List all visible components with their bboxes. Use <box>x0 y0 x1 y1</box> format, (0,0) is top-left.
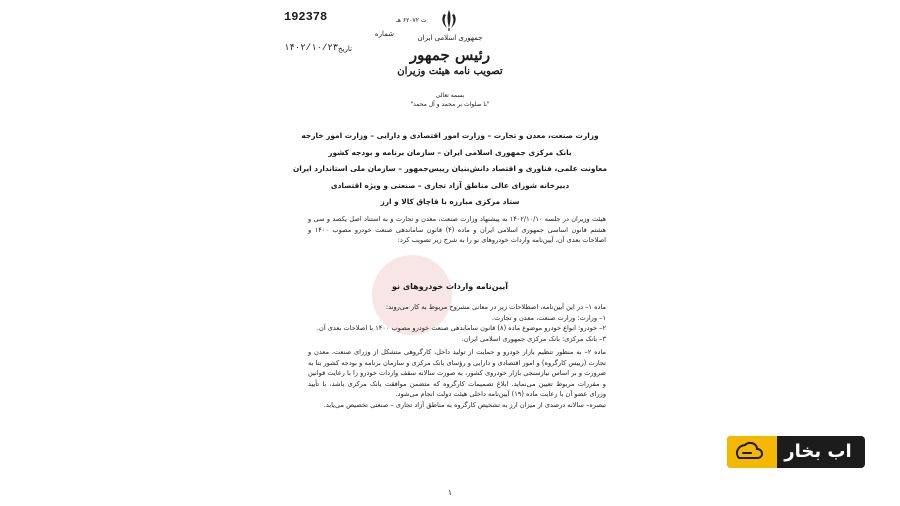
date-label: تاریخ <box>338 45 352 53</box>
office-title: رئیس جمهور <box>409 46 491 64</box>
iran-emblem-icon <box>438 8 460 32</box>
recipient-line: دبیرخانه شورای عالی مناطق آزاد تجاری – صنعتی و ویژه اقتصادی <box>330 180 570 190</box>
intro-paragraph: هیئت وزیران در جلسه ۱۴۰۲/۱۰/۱۰ به پیشنهاد وزارت صنعت، معدن و تجارت و به استناد اصل یکصد و سی و هشتم قانون اساسی جمهوری اسلامی ایران و ماده (۴) قانون ساماندهی صنعت خودرو مصوب ۱۴۰۰ و اصلاحات بعدی آن، آیین‌نامه واردات خودروهای نو را به شرح زیر تصویب کرد: <box>308 215 606 244</box>
logo-text: اب بخار <box>784 441 852 462</box>
page-number: ۱ <box>447 488 453 497</box>
number-label: شماره <box>374 30 394 38</box>
article-paragraph: ماده ۲– به منظور تنظیم بازار خودرو و حمایت از تولید داخل، کارگروهی متشکل از وزرای صنعت، معدن و تجارت (رییس کارگروه) و امور اقتصادی و دارایی و رؤسای بانک مرکزی و سازمان برنامه و بودجه کشور بنا به ضرورت و بر اساس نیازسنجی بازار خودروی کشور، به صورت سالانه سقف واردات خودرو را با رعایت قوانین و مقررات مربوط تعیین می‌نماید. ابلاغ تصمیمات کارگروه که متضمن موافقت بانک مرکزی باشد، با تأیید وزرای عضو آن با رعایت ماده (۱۹) آیین‌نامه داخلی هیئت دولت انجام می‌شود. <box>308 348 606 398</box>
letter-date: ۱۴۰۲/۱۰/۲۳ <box>284 43 339 53</box>
bismillah-line: بسمه تعالی <box>435 92 465 99</box>
articles <box>308 302 606 410</box>
site-logo[interactable] <box>727 436 865 468</box>
article-paragraph: ۲– خودرو: انواع خودرو موضوع ماده (۸) قانون ساماندهی صنعت خودرو مصوب ۱۴۰۰ با اصلاحات بعدی آن. <box>316 324 606 332</box>
recipient-line: معاونت علمی، فناوری و اقتصاد دانش‌بنیان رییس‌جمهور – سازمان ملی استاندارد ایران <box>292 164 608 174</box>
letter-number: 192378 <box>284 10 328 24</box>
decree-document <box>272 0 628 506</box>
article-paragraph: ۳– بانک مرکزی: بانک مرکزی جمهوری اسلامی ایران. <box>461 334 606 343</box>
country-name: جمهوری اسلامی ایران <box>417 34 483 42</box>
salawat-line: "با صلوات بر محمد و آل محمد" <box>410 101 490 108</box>
recipients-list <box>272 128 628 211</box>
decree-heading: تصویب نامه هیئت وزیران <box>397 66 503 77</box>
recipient-line: وزارت صنعت، معدن و تجارت – وزارت امور اقتصادی و دارایی – وزارت امور خارجه <box>301 131 599 140</box>
recipient-line: بانک مرکزی جمهوری اسلامی ایران – سازمان برنامه و بودجه کشور <box>328 147 572 157</box>
article-paragraph: ۱– وزارت: وزارت صنعت، معدن و تجارت. <box>492 313 606 322</box>
letter-number-label: ت ۶۲۰۷۲ هـ <box>396 17 427 24</box>
recipient-line: ستاد مرکزی مبارزه با قاچاق کالا و ارز <box>380 197 520 207</box>
article-paragraph: تبصره– سالانه درصدی از میزان ارز به تشخیص کارگروه به مناطق آزاد تجاری – صنعتی تخصیص می‌یابد. <box>323 400 606 409</box>
regulation-title: آیین‌نامه واردات خودروهای نو <box>392 282 508 291</box>
article-paragraph: ماده ۱– در این آیین‌نامه، اصطلاحات زیر در معانی مشروح مربوط به کار می‌روند: <box>385 303 606 311</box>
